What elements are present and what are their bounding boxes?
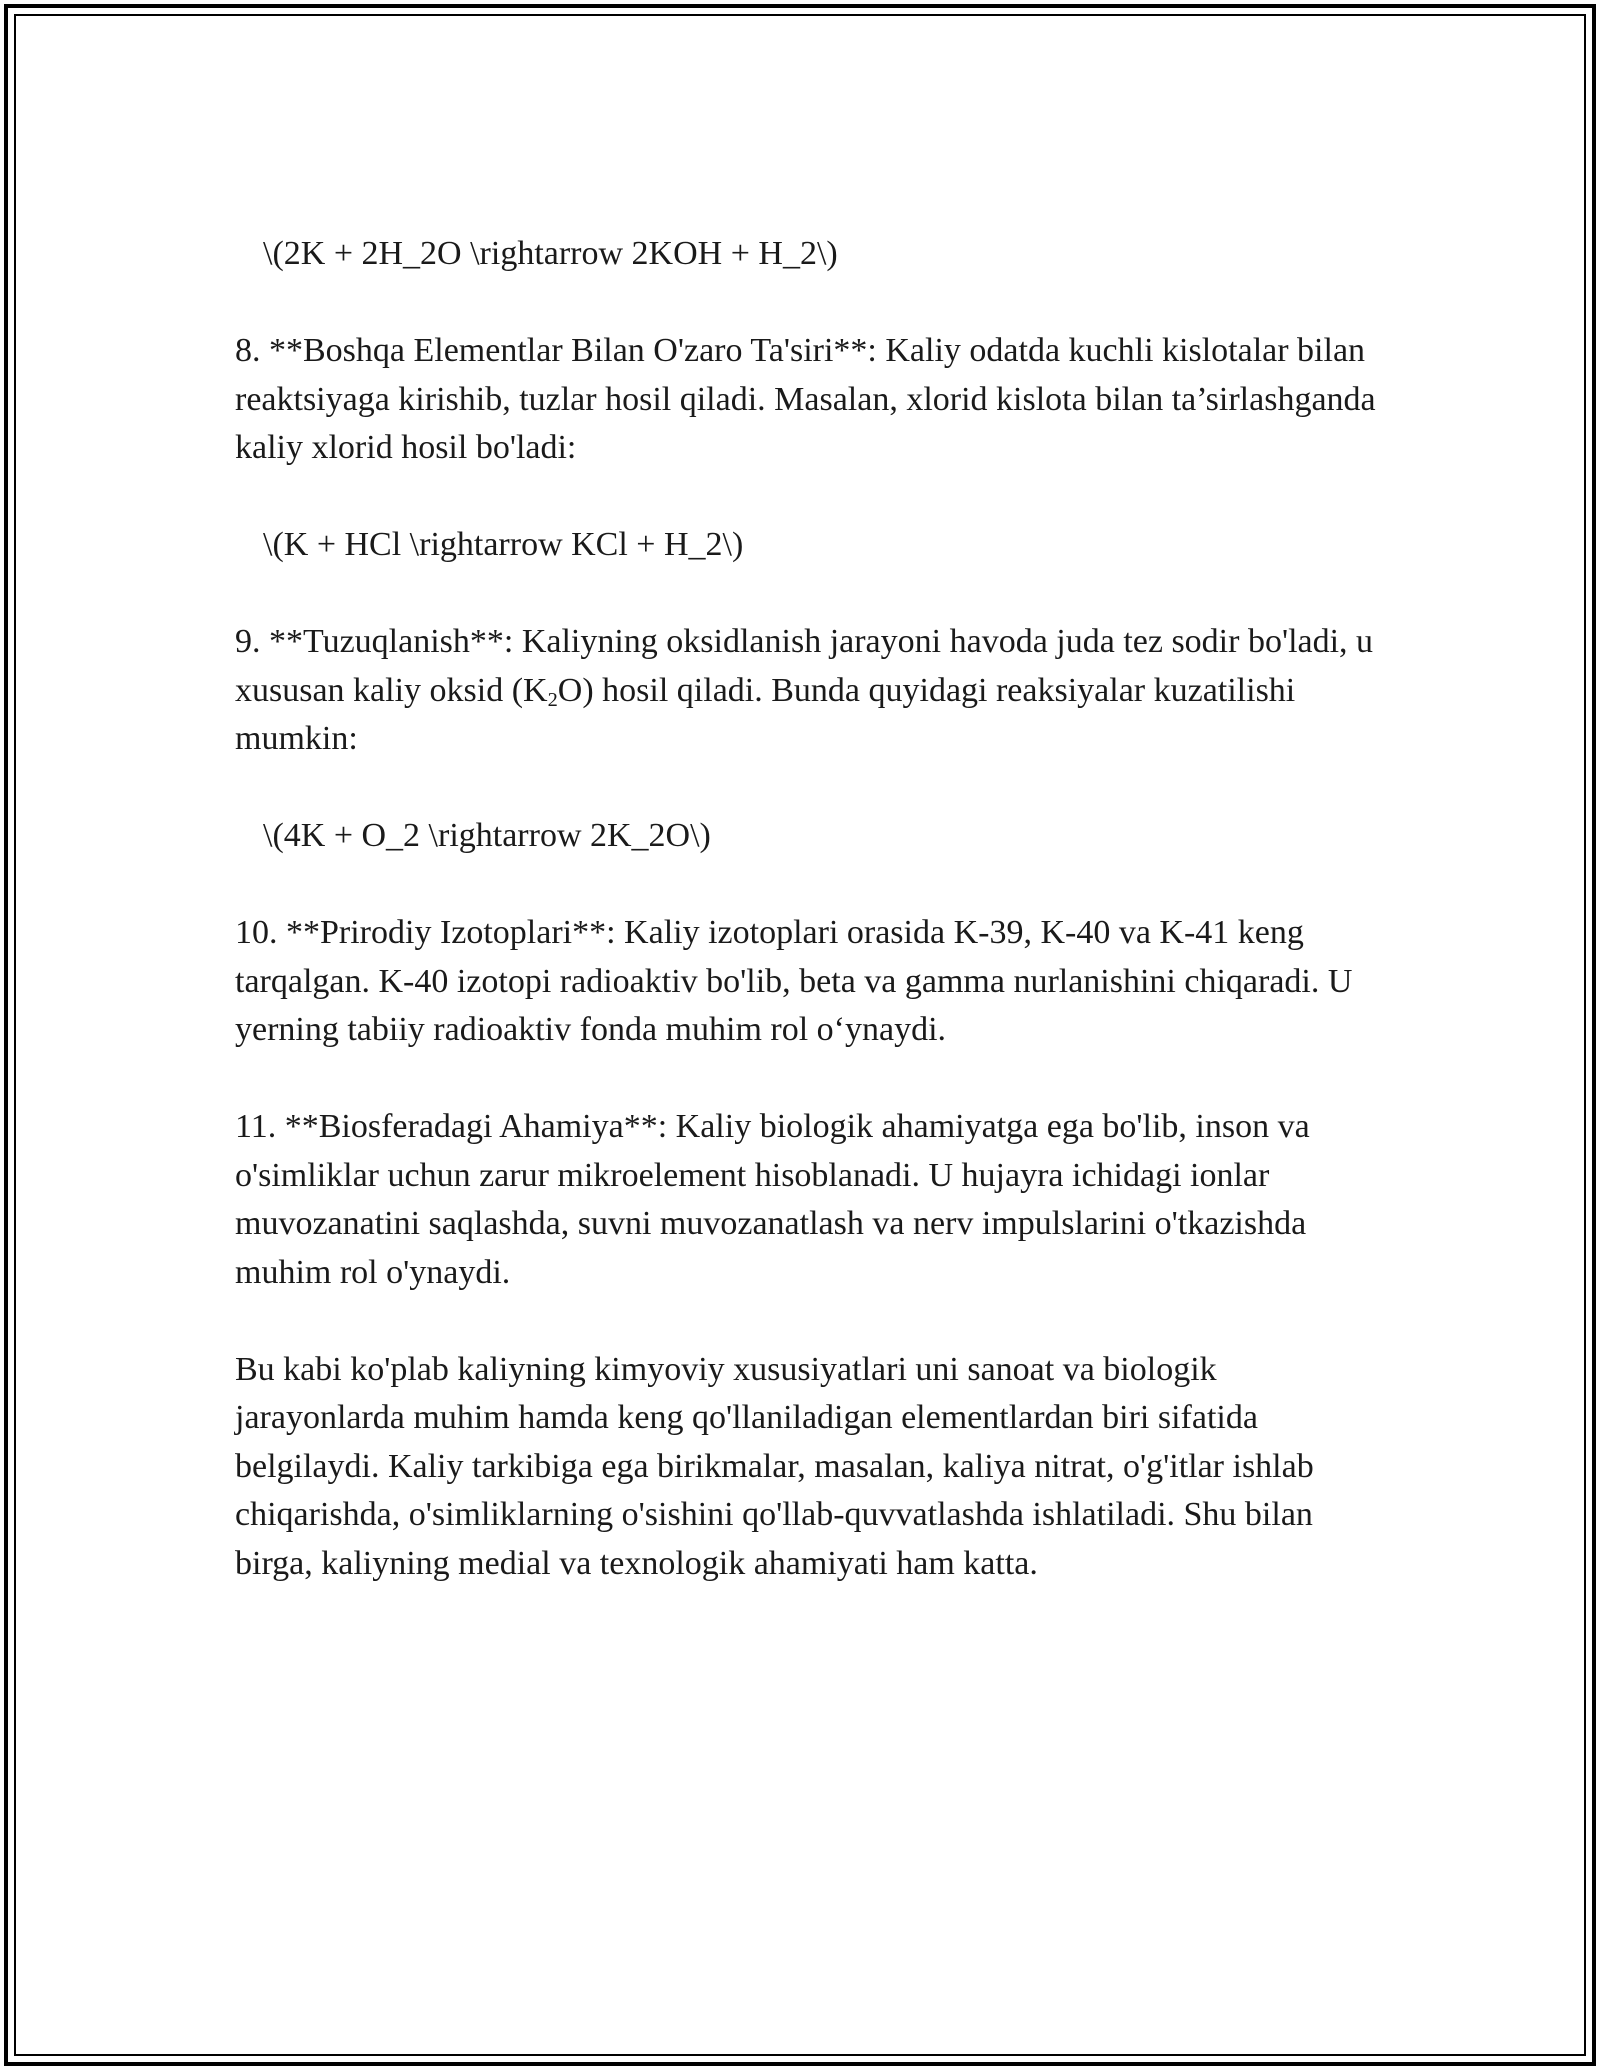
paragraph-conclusion: Bu kabi ko'plab kaliyning kimyoviy xususiyatlari uni sanoat va biologik jarayonlarda muhim hamda keng qo'llaniladigan elementlardan biri sifatida belgilaydi. Kaliy tarkibiga ega birikmalar, masalan, kaliya nitrat, o'g'itlar ishlab chiqarishda, o'simliklarning o'sishini qo'llab-quvvatlashda ishlatiladi. Shu bilan birga, kaliyning medial va texnologik ahamiyati ham katta.: [235, 1350, 1314, 1582]
item-9-subscript: 2: [547, 688, 558, 711]
formula-potassium-hcl: \(K + HCl \rightarrow KCl + H_2\): [263, 526, 744, 563]
item-9-text-after: O) hosil qiladi. Bunda quyidagi reaksiyalar kuzatilishi mumkin:: [235, 671, 1296, 757]
paragraph-item-8: 8. **Boshqa Elementlar Bilan O'zaro Ta'siri**: Kaliy odatda kuchli kislotalar bilan reaktsiyaga kirishib, tuzlar hosil qiladi. Masalan, xlorid kislota bilan ta’sirlashganda kaliy xlorid hosil bo'ladi:: [235, 332, 1376, 466]
item-9-text-before: 9. **Tuzuqlanish**: Kaliyning oksidlanish jarayoni havoda juda tez sodir bo'ladi, u xususan kaliy oksid (K: [235, 623, 1374, 709]
formula-potassium-oxygen: \(4K + O_2 \rightarrow 2K_2O\): [263, 817, 711, 854]
paragraph-item-11: 11. **Biosferadagi Ahamiya**: Kaliy biologik ahamiyatga ega bo'lib, inson va o'simliklar uchun zarur mikroelement hisoblanadi. U hujayra ichidagi ionlar muvozanatini saqlashda, suvni muvozanatlash va nerv impulslarini o'tkazishda muhim rol o'ynaydi.: [235, 1108, 1310, 1291]
formula-potassium-water: \(2K + 2H_2O \rightarrow 2KOH + H_2\): [263, 235, 838, 272]
paragraph-item-9: [235, 618, 1385, 764]
paragraph-item-10: 10. **Prirodiy Izotoplari**: Kaliy izotoplari orasida K-39, K-40 va K-41 keng tarqalgan. K-40 izotopi radioaktiv bo'lib, beta va gamma nurlanishini chiqaradi. U yerning tabiiy radioaktiv fonda muhim rol o‘ynaydi.: [235, 914, 1353, 1048]
document-body: [235, 230, 1385, 1637]
